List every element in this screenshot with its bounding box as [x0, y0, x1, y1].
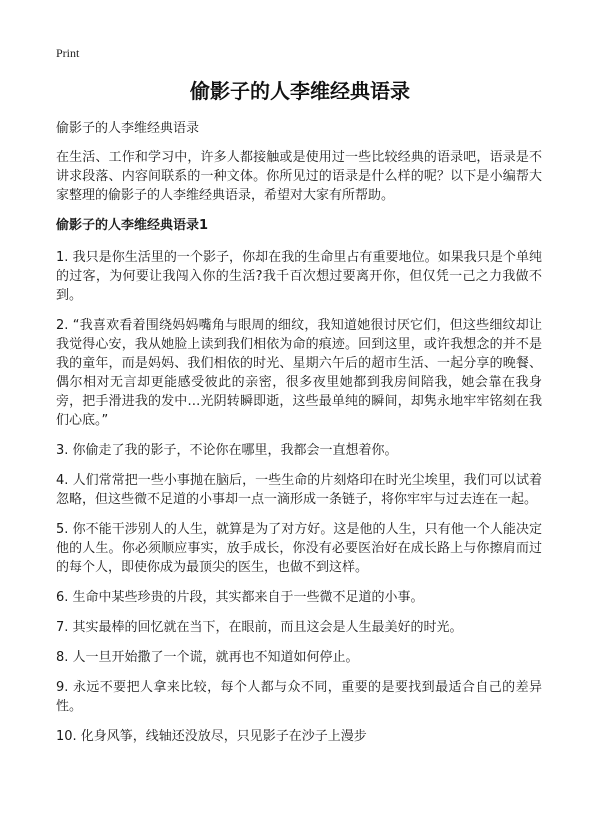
- page-title: 偷影子的人李维经典语录: [190, 79, 410, 103]
- quote-item-4: 4. 人们常常把一些小事抛在脑后，一些生命的片刻烙印在时光尘埃里，我们可以试着忽略，但这些微不足道的小事却一点一滴形成一条链子，将你牢牢与过去连在一起。: [56, 473, 542, 507]
- quote-item-2: 2. “我喜欢看着围绕妈妈嘴角与眼周的细纹，我知道她很讨厌它们，但这些细纹却让我觉得心安，我从她脸上读到我们相依为命的痕迹。回到这里，或许我想念的并不是我的童年，而是妈妈、我们相依的时光、星期六午后的超市生活、一起分享的晚餐、偶尔相对无言却更能感受彼此的亲密，很多夜里她都到我房间陪我，她会靠在我身旁，把手滑进我的发中…光阴转瞬即逝，这些最单纯的瞬间，却隽永地牢牢铭刻在我们心底。”: [56, 318, 542, 428]
- quote-item-1: 1. 我只是你生活里的一个影子，你却在我的生命里占有重要地位。如果我只是个单纯的过客，为何要让我闯入你的生活?我千百次想过要离开你，但仅凭一己之力我做不到。: [56, 250, 542, 303]
- article-body: [56, 148, 542, 757]
- quote-item-9: 9. 永远不要把人拿来比较，每个人都与众不同，重要的是要找到最适合自己的差异性。: [56, 680, 542, 714]
- print-link[interactable]: Print: [56, 46, 80, 60]
- quote-item-5: 5. 你不能干涉别人的人生，就算是为了对方好。这是他的人生，只有他一个人能决定他的人生。你必须顺应事实，放手成长，你没有必要医治好在成长路上与你擦肩而过的每个人，即使你成为最顶尖的医生，也做不到这样。: [56, 522, 542, 575]
- quote-item-10: 10. 化身风筝，线轴还没放尽，只见影子在沙子上漫步: [56, 729, 367, 744]
- quote-item-3: 3. 你偷走了我的影子，不论你在哪里，我都会一直想着你。: [56, 443, 398, 458]
- quote-item-7: 7. 其实最棒的回忆就在当下，在眼前，而且这会是人生最美好的时光。: [56, 620, 463, 635]
- quote-item-8: 8. 人一旦开始撒了一个谎，就再也不知道如何停止。: [56, 650, 359, 665]
- article-subtitle: 偷影子的人李维经典语录: [56, 121, 200, 136]
- quote-item-6: 6. 生命中某些珍贵的片段，其实都来自于一些微不足道的小事。: [56, 590, 424, 605]
- section-heading: 偷影子的人李维经典语录1: [56, 218, 209, 233]
- intro-paragraph: 在生活、工作和学习中，许多人都接触或是使用过一些比较经典的语录吧，语录是不讲求段落、内容间联系的一种文体。你所见过的语录是什么样的呢？以下是小编帮大家整理的偷影子的人李维经典语录，希望对大家有所帮助。: [56, 150, 542, 203]
